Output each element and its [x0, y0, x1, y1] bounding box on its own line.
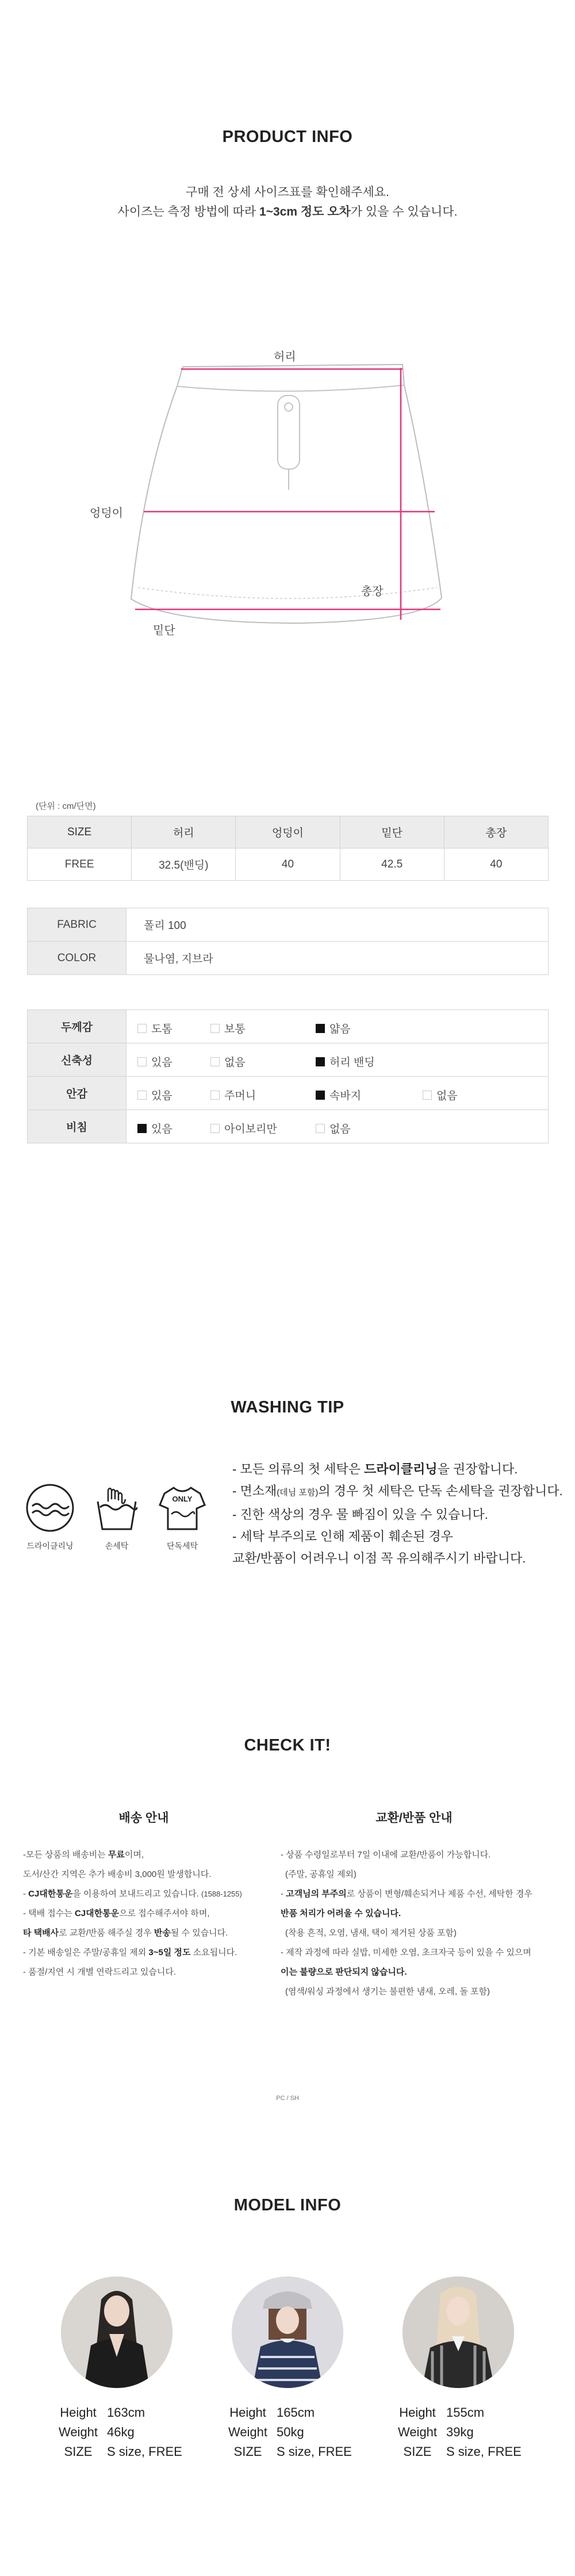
checkbox-icon: [137, 1091, 147, 1100]
hem-stitch: [138, 588, 437, 598]
returns-line: 반품 처리가 어려울 수 있습니다.: [281, 1909, 401, 1918]
size-header-cell: 허리: [132, 816, 236, 849]
size-label: SIZE: [64, 2444, 93, 2459]
wash-only-item: [151, 1482, 214, 1552]
table-row: [28, 1010, 549, 1043]
model-photo-1: [61, 2276, 172, 2388]
checkbox-checked-icon: [316, 1057, 325, 1066]
size-header-cell: SIZE: [28, 816, 132, 849]
height-value: 155cm: [446, 2405, 485, 2420]
fabric-value: 폴리 100: [126, 908, 549, 942]
shipping-info: [23, 1845, 276, 1982]
check-it-title: CHECK IT!: [244, 1736, 331, 1755]
size-label: SIZE: [403, 2444, 432, 2459]
height-value: 165cm: [277, 2405, 315, 2420]
lining-options: [126, 1077, 549, 1110]
sheer-label: 비침: [28, 1110, 126, 1143]
checkbox-icon: [423, 1091, 432, 1100]
weight-label: Weight: [228, 2425, 268, 2439]
model-stats-1: [49, 2403, 182, 2462]
intro-line-2: 사이즈는 측정 방법에 따라 1~3cm 정도 오차가 있을 수 있습니다.: [117, 205, 458, 218]
returns-title: 교환/반품 안내: [375, 1811, 453, 1825]
table-row: [28, 1077, 549, 1110]
returns-line: (착용 흔적, 오염, 냄새, 택이 제거된 상품 포함): [285, 1928, 457, 1938]
size-label: SIZE: [233, 2444, 262, 2459]
checkbox-icon: [210, 1024, 220, 1033]
option-item: 없음: [316, 1120, 351, 1136]
returns-line: - 제작 과정에 따라 실밥, 미세한 오염, 초크자국 등이 있을 수 있으며: [281, 1948, 531, 1957]
only-badge: ONLY: [172, 1495, 193, 1503]
fabric-label: FABRIC: [28, 908, 126, 942]
option-item: 주머니: [210, 1087, 256, 1103]
dry-clean-label: 드라이클리닝: [26, 1541, 74, 1550]
returns-info: [281, 1845, 571, 2002]
option-item: 도톰: [137, 1020, 172, 1036]
option-item: 없음: [210, 1054, 246, 1069]
wash-line-1: - 모든 의류의 첫 세탁은 드라이클리닝을 권장합니다.: [232, 1462, 518, 1476]
option-item: 보통: [210, 1020, 246, 1036]
option-item: 허리 밴딩: [316, 1054, 375, 1069]
size-value: S size, FREE: [277, 2444, 352, 2459]
unit-note: (단위 : cm/단면): [36, 801, 96, 811]
returns-line: - 고객님의 부주의로 상품이 변형/훼손되거나 제품 수선, 세탁한 경우: [281, 1889, 532, 1899]
option-item: 있음: [137, 1120, 172, 1136]
weight-value: 46kg: [107, 2425, 135, 2439]
size-cell: 32.5(밴딩): [132, 849, 236, 881]
height-value: 163cm: [107, 2405, 145, 2420]
button-icon: [285, 403, 293, 411]
returns-line: - 상품 수령일로부터 7일 이내에 교환/반품이 가능합니다.: [281, 1850, 491, 1860]
shipping-line: - CJ대한통운을 이용하여 보내드리고 있습니다. (1588-1255): [23, 1889, 242, 1899]
height-label: Height: [60, 2405, 97, 2420]
footnote: PC / SH: [276, 2095, 299, 2102]
model-photo-2: [232, 2276, 343, 2388]
shipping-line: -모든 상품의 배송비는 무료이며,: [23, 1850, 144, 1860]
table-row: [28, 849, 549, 881]
color-value: 물나염, 지브라: [126, 942, 549, 975]
shipping-line: 도서/산간 지역은 추가 배송비 3,000원 발생합니다.: [23, 1869, 212, 1879]
size-value: S size, FREE: [107, 2444, 182, 2459]
table-row: [28, 1110, 549, 1143]
waistband-seam: [177, 385, 404, 391]
option-item: 없음: [423, 1087, 458, 1103]
height-label: Height: [399, 2405, 436, 2420]
size-cell: 40: [236, 849, 340, 881]
checkbox-checked-icon: [316, 1024, 325, 1033]
product-info-title: PRODUCT INFO: [222, 128, 353, 146]
weight-label: Weight: [397, 2425, 438, 2439]
thickness-options: [126, 1010, 549, 1043]
feature-table: [27, 1009, 549, 1143]
size-cell: FREE: [28, 849, 132, 881]
weight-value: 39kg: [446, 2425, 474, 2439]
checkbox-icon: [210, 1057, 220, 1066]
option-item: 있음: [137, 1054, 172, 1069]
wash-line-5: 교환/반품이 어려우니 이점 꼭 유의해주시기 바랍니다.: [232, 1551, 526, 1565]
returns-line: (염색/워싱 과정에서 생기는 불편한 냄새, 오레, 돌 포함): [285, 1987, 490, 1997]
hand-wash-icon: [91, 1482, 143, 1534]
table-row: [28, 1043, 549, 1077]
size-header-cell: 총장: [444, 816, 548, 849]
product-intro: [0, 183, 575, 222]
dry-clean-icon: [24, 1482, 76, 1534]
wash-only-label: 단독세탁: [166, 1541, 198, 1550]
checkbox-icon: [210, 1124, 220, 1133]
waist-label: 허리: [274, 351, 296, 363]
intro-line-1: 구매 전 상세 사이즈표를 확인해주세요.: [186, 186, 389, 199]
height-label: Height: [229, 2405, 266, 2420]
wash-line-4: - 세탁 부주의로 인해 제품이 훼손된 경우: [232, 1529, 454, 1544]
option-item: 아이보리만: [210, 1120, 277, 1136]
length-label: 총장: [361, 585, 384, 598]
size-value: S size, FREE: [446, 2444, 522, 2459]
dry-clean-item: [18, 1482, 82, 1552]
returns-line: (주말, 공휴일 제외): [285, 1869, 356, 1879]
fabric-table: [27, 908, 549, 975]
skirt-size-diagram: [0, 339, 575, 638]
washing-instructions: [232, 1458, 572, 1569]
wash-line-3: - 진한 색상의 경우 물 빠짐이 있을 수 있습니다.: [232, 1507, 488, 1522]
weight-value: 50kg: [277, 2425, 304, 2439]
size-cell: 42.5: [340, 849, 444, 881]
shipping-line: - 품절/지연 시 개별 연락드리고 있습니다.: [23, 1967, 177, 1977]
model-stats-3: [389, 2403, 522, 2462]
hip-label: 엉덩이: [90, 507, 123, 520]
size-header-cell: 엉덩이: [236, 816, 340, 849]
table-row: [28, 942, 549, 975]
size-header-cell: 밑단: [340, 816, 444, 849]
size-cell: 40: [444, 849, 548, 881]
hand-wash-label: 손세탁: [105, 1541, 129, 1550]
checkbox-icon: [210, 1091, 220, 1100]
option-item: 속바지: [316, 1087, 361, 1103]
washing-tip-title: WASHING TIP: [231, 1398, 344, 1416]
size-table-header: [28, 816, 549, 849]
checkbox-checked-icon: [316, 1091, 325, 1100]
lining-label: 안감: [28, 1077, 126, 1110]
size-table: [27, 816, 549, 881]
weight-label: Weight: [58, 2425, 98, 2439]
model-info-title: MODEL INFO: [233, 2196, 342, 2214]
wash-line-2: - 면소재(데님 포함)의 경우 첫 세탁은 단독 손세탁을 권장합니다.: [232, 1484, 563, 1498]
stretch-label: 신축성: [28, 1043, 126, 1077]
shipping-line: 타 택배사로 교환/반품 해주실 경우 반송될 수 있습니다.: [23, 1928, 228, 1938]
checkbox-icon: [316, 1124, 325, 1133]
table-row: [28, 908, 549, 942]
model-stats-2: [219, 2403, 352, 2462]
model-photo-3: [402, 2276, 514, 2388]
shipping-title: 배송 안내: [118, 1811, 169, 1825]
wash-only-icon: [156, 1482, 208, 1534]
option-item: 얇음: [316, 1020, 351, 1036]
color-label: COLOR: [28, 942, 126, 975]
option-item: 있음: [137, 1087, 172, 1103]
hand-wash-item: [85, 1482, 148, 1552]
shipping-line: - 기본 배송일은 주말/공휴일 제외 3~5일 정도 소요됩니다.: [23, 1948, 237, 1957]
stretch-options: [126, 1043, 549, 1077]
checkbox-icon: [137, 1024, 147, 1033]
checkbox-icon: [137, 1057, 147, 1066]
thickness-label: 두께감: [28, 1010, 126, 1043]
sheer-options: [126, 1110, 549, 1143]
returns-line: 이는 불량으로 판단되지 않습니다.: [281, 1967, 407, 1977]
checkbox-checked-icon: [137, 1124, 147, 1133]
skirt-fly: [278, 396, 300, 469]
hem-label: 밑단: [153, 624, 175, 637]
shipping-line: - 택배 접수는 CJ대한통운으로 접수해주셔야 하며,: [23, 1909, 210, 1918]
